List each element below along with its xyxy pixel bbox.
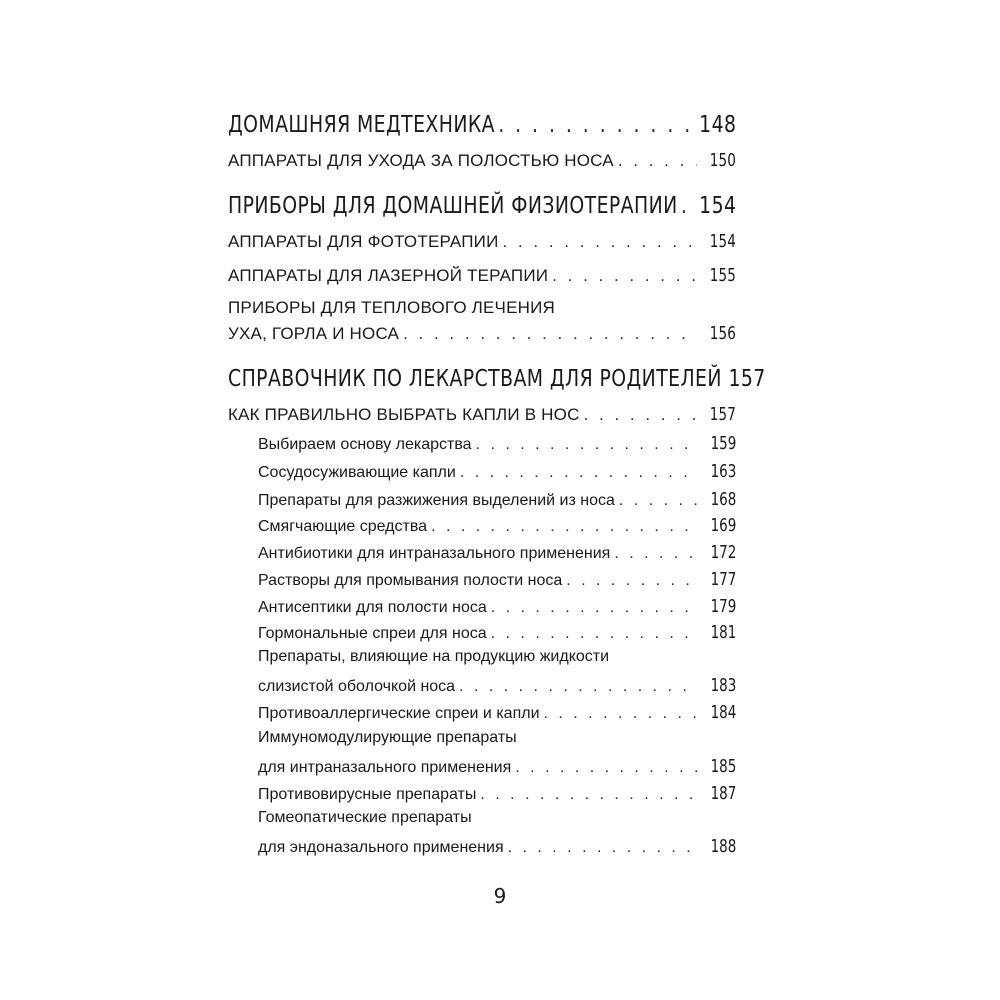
toc-section-home-medtech[interactable] — [228, 112, 736, 138]
toc-subitem-homeopathic[interactable] — [258, 836, 736, 857]
toc-page-number: 181 — [710, 622, 736, 643]
dot-leader — [476, 436, 698, 454]
toc-item-title: КАК ПРАВИЛЬНО ВЫБРАТЬ КАПЛИ В НОС — [228, 405, 580, 424]
toc-section-title: СПРАВОЧНИК ПО ЛЕКАРСТВАМ ДЛЯ РОДИТЕЛЕЙ — [228, 366, 722, 392]
dot-leader — [498, 112, 696, 138]
toc-subitem[interactable] — [258, 622, 736, 643]
toc-page-number: 157 — [709, 404, 736, 425]
toc-subitem-title: Смягчающие средства — [258, 518, 428, 535]
toc-subitem[interactable] — [258, 542, 736, 563]
dot-leader — [584, 405, 697, 425]
toc-page-number: 177 — [710, 569, 736, 590]
toc-section-physiotherapy[interactable] — [228, 193, 736, 219]
dot-leader — [566, 572, 697, 590]
toc-subitem-title: Противовирусные препараты — [258, 786, 477, 803]
toc-subitem-title: Гормональные спреи для носа — [258, 625, 487, 642]
toc-subitem[interactable] — [258, 461, 736, 482]
toc-subitem[interactable] — [258, 515, 736, 536]
toc-subitem-title: Препараты для разжижения выделений из носа — [258, 492, 615, 509]
toc-subitem-immuno[interactable] — [258, 756, 736, 777]
dot-leader — [480, 786, 697, 804]
toc-page-number: 154 — [699, 193, 737, 219]
toc-subitem[interactable] — [258, 569, 736, 590]
toc-item-phototherapy[interactable] — [228, 231, 736, 252]
toc-item-title: АППАРАТЫ ДЛЯ ФОТОТЕРАПИИ — [228, 232, 499, 251]
toc-page-number: 150 — [709, 150, 736, 171]
dot-leader — [460, 464, 698, 482]
toc-subitem-title: Растворы для промывания полости носа — [258, 572, 563, 589]
dot-leader — [544, 705, 698, 723]
dot-leader — [491, 599, 698, 617]
toc-item-title: АППАРАТЫ ДЛЯ ЛАЗЕРНОЙ ТЕРАПИИ — [228, 266, 549, 285]
toc-subitem-title: для интраназального применения — [258, 759, 512, 776]
dot-leader — [403, 324, 697, 344]
toc-item-title: АППАРАТЫ ДЛЯ УХОДА ЗА ПОЛОСТЬЮ НОСА — [228, 151, 614, 170]
toc-item-thermal-line1[interactable]: ПРИБОРЫ ДЛЯ ТЕПЛОВОГО ЛЕЧЕНИЯ — [228, 298, 555, 317]
toc-subitem-title: слизистой оболочкой носа — [258, 678, 456, 695]
toc-page-number: 148 — [699, 112, 737, 138]
toc-page-number: 154 — [709, 231, 736, 252]
toc-subitem-title: для эндоназального применения — [258, 839, 504, 856]
toc-page-number: 172 — [710, 542, 736, 563]
toc-subitem-antiallergic[interactable] — [258, 702, 736, 723]
toc-item-choose-nasal-drops[interactable] — [228, 404, 736, 425]
toc-page-number: 157 — [728, 366, 766, 392]
toc-subitem[interactable] — [258, 596, 736, 617]
toc-page-number: 179 — [710, 596, 736, 617]
toc-page-number: 155 — [709, 265, 736, 286]
toc-page-number: 183 — [710, 675, 736, 696]
toc-subitem[interactable] — [258, 489, 736, 510]
toc-subitem-title: Сосудосуживающие капли — [258, 464, 456, 481]
toc-item-thermal-treatment[interactable] — [228, 323, 736, 344]
toc-subitem-title: Противоаллергические спреи и капли — [258, 705, 540, 722]
toc-page-number: 159 — [710, 433, 736, 454]
toc-page-number: 168 — [710, 489, 736, 510]
toc-subitem-title: Антисептики для полости носа — [258, 599, 487, 616]
toc-item-laser-therapy[interactable] — [228, 265, 736, 286]
dot-leader — [681, 193, 696, 219]
toc-section-title: ДОМАШНЯЯ МЕДТЕХНИКА — [228, 112, 495, 138]
toc-subitem[interactable] — [258, 433, 736, 454]
dot-leader — [508, 839, 698, 857]
toc-page-number: 156 — [709, 323, 736, 344]
page-number-footer: 9 — [493, 884, 507, 908]
dot-leader — [614, 545, 697, 563]
toc-subitem-homeopathic-line1[interactable]: Гомеопатические препараты — [258, 809, 472, 826]
dot-leader — [491, 625, 698, 643]
toc-page-number: 185 — [710, 756, 736, 777]
toc-subitem-mucus-line1[interactable]: Препараты, влияющие на продукцию жидкости — [258, 648, 610, 665]
toc-page-number: 163 — [710, 461, 736, 482]
dot-leader — [459, 678, 698, 696]
dot-leader — [552, 266, 697, 286]
dot-leader — [619, 492, 698, 510]
toc-page-number: 184 — [710, 702, 736, 723]
toc-page-number: 188 — [710, 836, 736, 857]
toc-section-title: ПРИБОРЫ ДЛЯ ДОМАШНЕЙ ФИЗИОТЕРАПИИ — [228, 193, 678, 219]
toc-subitem-title: Выбираем основу лекарства — [258, 436, 472, 453]
dot-leader — [515, 759, 697, 777]
toc-subitem-immuno-line1[interactable]: Иммуномодулирующие препараты — [258, 729, 517, 746]
toc-page-number: 187 — [710, 783, 736, 804]
toc-section-drug-reference[interactable] — [228, 366, 766, 392]
dot-leader — [618, 151, 697, 171]
toc-subitem-title: Антибиотики для интраназального применения — [258, 545, 611, 562]
toc-item-title: УХА, ГОРЛА И НОСА — [228, 324, 400, 343]
toc-subitem-mucus[interactable] — [258, 675, 736, 696]
dot-leader — [431, 518, 698, 536]
toc-page-number: 169 — [710, 515, 736, 536]
toc-item-nasal-care-devices[interactable] — [228, 150, 736, 171]
dot-leader — [502, 232, 697, 252]
toc-subitem-antiviral[interactable] — [258, 783, 736, 804]
